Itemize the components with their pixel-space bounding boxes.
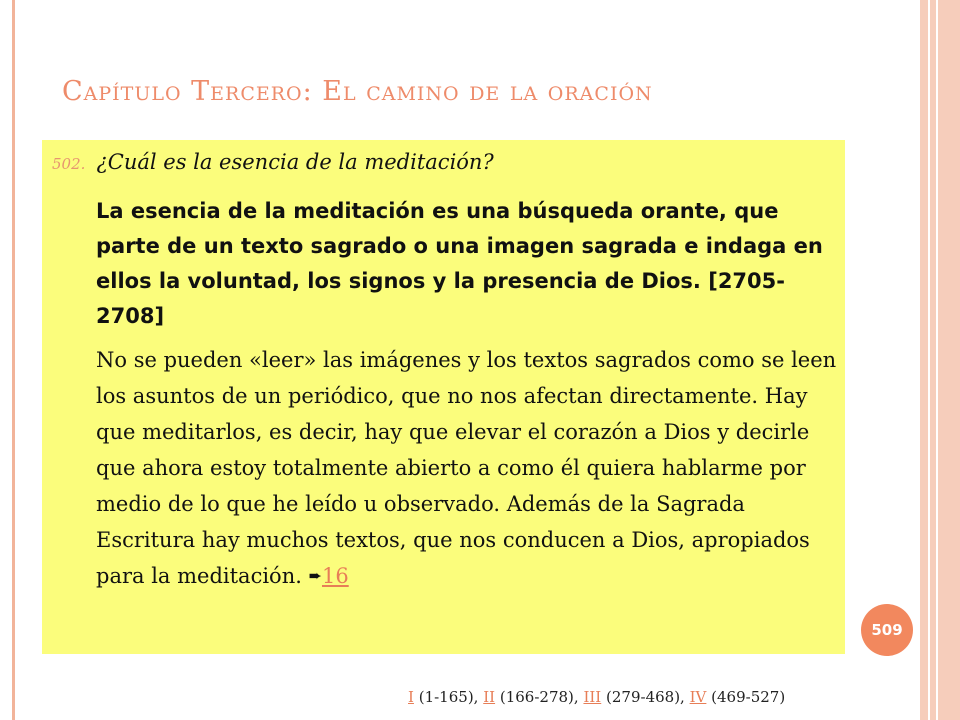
commentary-paragraph — [96, 342, 841, 594]
answer-text: La esencia de la meditación es una búsqueda orante, que parte de un texto sagrado o una imagen sagrada e indaga en ellos la voluntad, los signos y la presencia de Dios. [2705-2708] — [96, 199, 823, 328]
left-frame-line — [12, 0, 15, 720]
page-number-badge: 509 — [861, 604, 913, 656]
arrow-right-icon: ➨ — [308, 566, 322, 585]
footer-link-part-2[interactable]: II — [483, 688, 496, 706]
footer-range-3: (279-468), — [606, 688, 685, 706]
question-text: ¿Cuál es la esencia de la meditación? — [96, 150, 494, 174]
footer-link-part-4[interactable]: IV — [689, 688, 707, 706]
strip-line — [928, 0, 930, 720]
footer-link-part-1[interactable]: I — [408, 688, 414, 706]
right-decorative-strip — [920, 0, 960, 720]
reference-link[interactable]: 16 — [321, 564, 349, 588]
slide-title: Capítulo Tercero: El camino de la oración — [62, 76, 653, 107]
footer-range-1: (1-165), — [418, 688, 479, 706]
footer-navigation — [408, 688, 785, 706]
footer-range-2: (166-278), — [499, 688, 579, 706]
commentary-text: No se pueden «leer» las imágenes y los textos sagrados como se leen los asuntos de un periódico, que no nos afectan directamente. Hay que meditarlos, es decir, hay que elevar el corazón a Dios y decirle que ahora estoy totalmente abierto a como él quiera hablarme por medio de lo que he leído u observado. Además de la Sagrada Escritura hay muchos textos, que nos conducen a Dios, apropiados para la meditación. — [96, 348, 837, 588]
question-number: 502. — [52, 155, 86, 173]
strip-line — [936, 0, 938, 720]
footer-range-4: (469-527) — [711, 688, 786, 706]
footer-link-part-3[interactable]: III — [583, 688, 602, 706]
question-row — [52, 150, 494, 174]
